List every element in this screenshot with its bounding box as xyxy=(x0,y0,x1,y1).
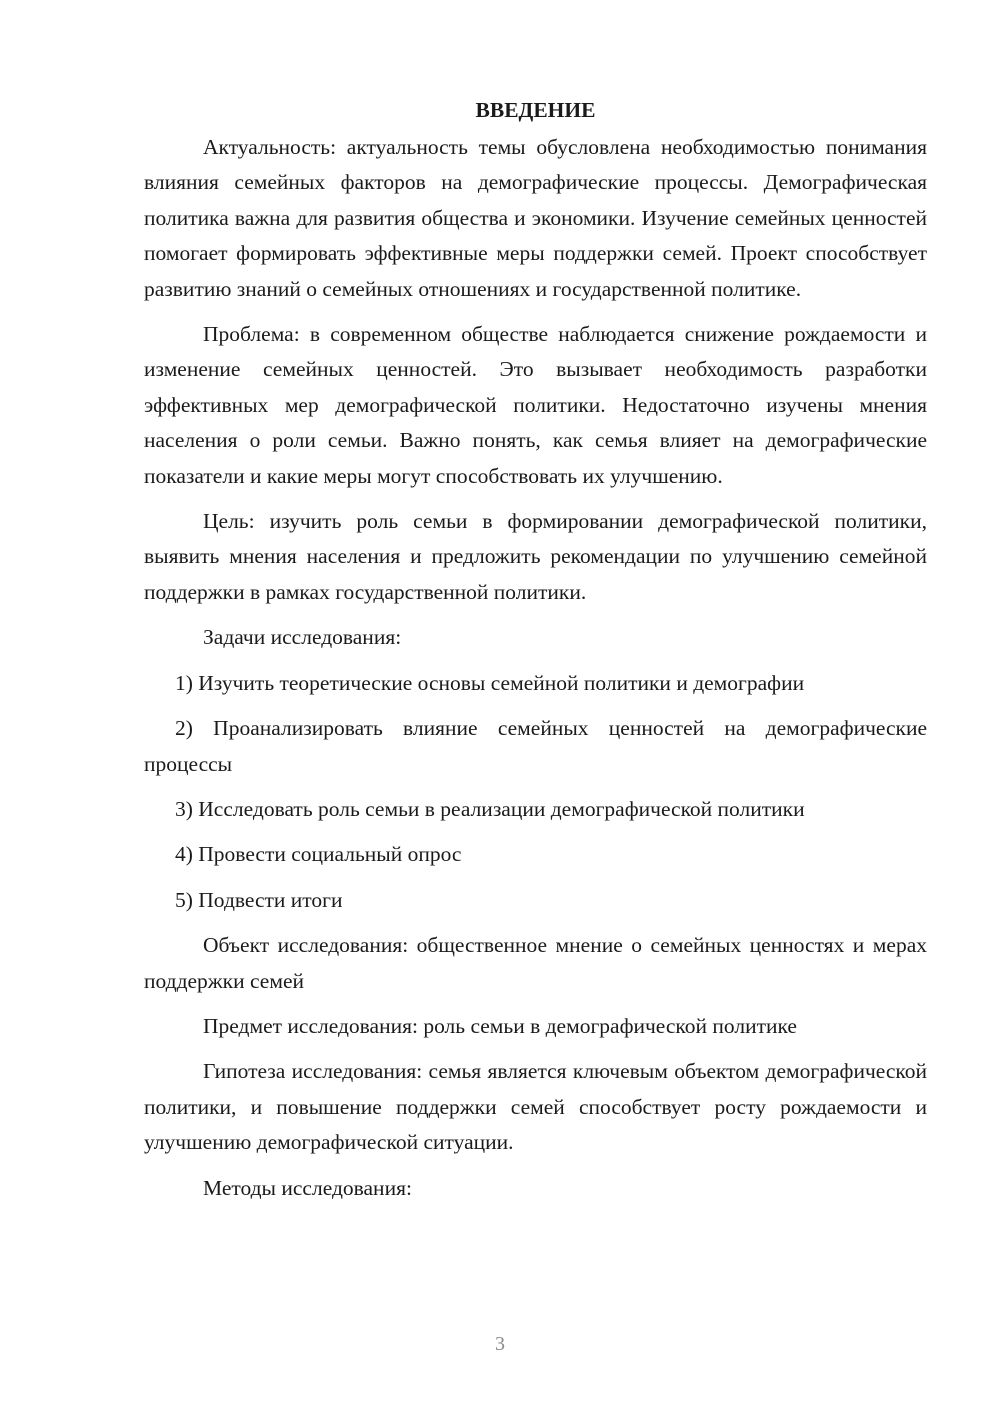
paragraph-hypothesis: Гипотеза исследования: семья является ключевым объектом демографической политики, и повышение поддержки семей способствует росту рождаемости и улучшению демографической ситуации. xyxy=(144,1059,927,1155)
task-item-5: 5) Подвести итоги xyxy=(175,887,343,912)
section-title: ВВЕДЕНИЕ xyxy=(475,98,596,122)
task-item-1: 1) Изучить теоретические основы семейной политики и демографии xyxy=(175,670,805,695)
tasks-heading: Задачи исследования: xyxy=(203,625,402,650)
methods-heading: Методы исследования: xyxy=(203,1175,412,1200)
task-item-4: 4) Провести социальный опрос xyxy=(175,842,462,867)
task-item-3: 3) Исследовать роль семьи в реализации демографической политики xyxy=(175,796,805,821)
paragraph-relevance: Актуальность: актуальность темы обусловлена необходимостью понимания влияния семейных факторов на демографические процессы. Демографическая политика важна для развития общества и экономики. Изучение семейных ценностей помогает формировать эффективные меры поддержки семей. Проект способствует развитию знаний о семейных отношениях и государственной политике. xyxy=(144,135,927,301)
paragraph-object: Объект исследования: общественное мнение о семейных ценностях и мерах поддержки семей xyxy=(144,933,927,993)
page-content xyxy=(144,92,927,1216)
paragraph-subject: Предмет исследования: роль семьи в демографической политике xyxy=(203,1013,797,1038)
paragraph-problem: Проблема: в современном обществе наблюдается снижение рождаемости и изменение семейных ценностей. Это вызывает необходимость разработки эффективных мер демографической политики. Недостаточно изучены мнения населения о роли семьи. Важно понять, как семья влияет на демографические показатели и какие меры могут способствовать их улучшению. xyxy=(144,322,927,488)
page-number: 3 xyxy=(495,1333,505,1355)
task-item-2: 2) Проанализировать влияние семейных ценностей на демографические процессы xyxy=(144,716,927,776)
paragraph-goal: Цель: изучить роль семьи в формировании демографической политики, выявить мнения населения и предложить рекомендации по улучшению семейной поддержки в рамках государственной политики. xyxy=(144,509,927,604)
